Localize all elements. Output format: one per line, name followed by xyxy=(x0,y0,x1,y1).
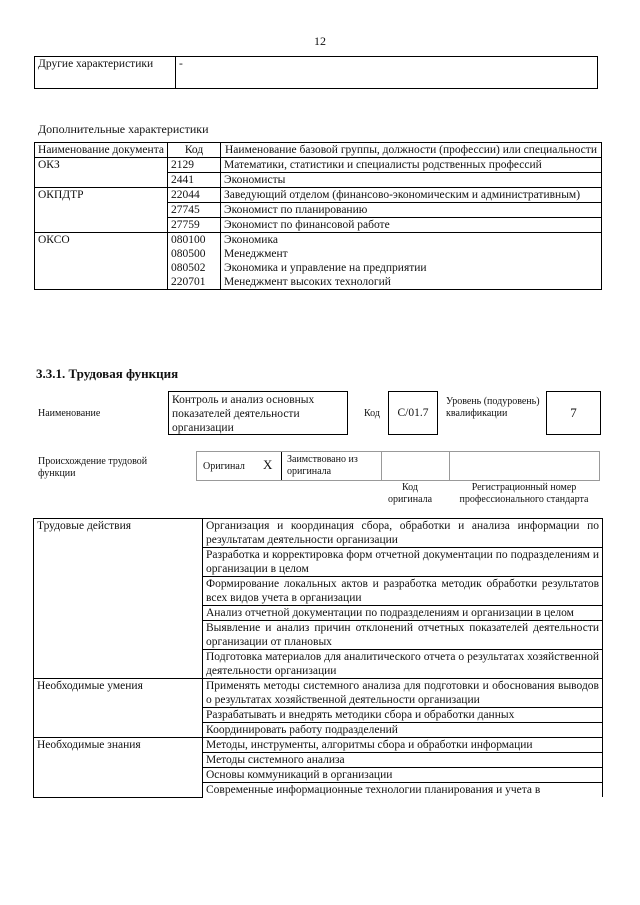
header-name: Наименование базовой группы, должности (профессии) или специальности xyxy=(221,143,602,158)
code-cell: 080100 080500 080502 220701 xyxy=(168,233,221,290)
extra-characteristics-table xyxy=(34,142,602,290)
code-cell: 27759 xyxy=(168,218,221,233)
labor-function-table xyxy=(33,518,603,798)
list-item: Выявление и анализ причин отклонений отчетных показателей деятельности организации от плановых xyxy=(203,621,603,650)
level-label: Уровень (подуровень) квалификации xyxy=(446,396,540,419)
table-header-row xyxy=(35,143,602,158)
name-cell: Экономисты xyxy=(221,173,602,188)
list-item: Методы системного анализа xyxy=(203,753,603,768)
original-label: Оригинал xyxy=(203,461,245,472)
name-cell: Экономист по финансовой работе xyxy=(221,218,602,233)
table-row xyxy=(34,679,603,708)
name-cell: Математики, статистики и специалисты родственных профессий xyxy=(221,158,602,173)
code-value: С/01.7 xyxy=(388,391,438,435)
function-name-label: Наименование xyxy=(38,408,101,419)
group-label: Трудовые действия xyxy=(34,519,203,679)
list-item: Разработка и корректировка форм отчетной документации по подразделениям и организации в целом xyxy=(203,548,603,577)
extra-characteristics-title: Дополнительные характеристики xyxy=(38,122,209,136)
other-characteristics-label: Другие характеристики xyxy=(35,57,176,89)
code-cell: 2441 xyxy=(168,173,221,188)
table-row xyxy=(35,188,602,203)
original-mark: Х xyxy=(263,457,273,472)
list-item: Основы коммуникаций в организации xyxy=(203,768,603,783)
table-row xyxy=(34,519,603,548)
registration-number-label: Регистрационный номер профессионального стандарта xyxy=(459,482,589,505)
function-name-value: Контроль и анализ основных показателей деятельности организации xyxy=(168,391,348,435)
list-item: Применять методы системного анализа для подготовки и обоснования выводов о результатах хозяйственной деятельности организации xyxy=(203,679,603,708)
divider xyxy=(449,452,450,480)
table-row xyxy=(35,233,602,290)
origin-label: Происхождение трудовой функции xyxy=(38,456,148,479)
page-number: 12 xyxy=(314,34,326,48)
divider xyxy=(281,452,282,480)
doc-cell: ОКСО xyxy=(35,233,168,290)
code-cell: 27745 xyxy=(168,203,221,218)
other-characteristics-value: - xyxy=(176,57,598,89)
list-item: Методы, инструменты, алгоритмы сбора и обработки информации xyxy=(203,738,603,753)
code-original-label: Код оригинала xyxy=(387,482,433,505)
borrowed-label: Заимствовано из оригинала xyxy=(287,454,358,477)
origin-box xyxy=(196,451,600,481)
list-item: Организация и координация сбора, обработки и анализа информации по результатам деятельности организации xyxy=(203,519,603,548)
code-cell: 22044 xyxy=(168,188,221,203)
code-label: Код xyxy=(364,408,380,419)
list-item: Координировать работу подразделений xyxy=(203,723,603,738)
name-cell: Экономика Менеджмент Экономика и управление на предприятии Менеджмент высоких технологий xyxy=(221,233,602,290)
list-item: Анализ отчетной документации по подразделениям и организации в целом xyxy=(203,606,603,621)
list-item: Разрабатывать и внедрять методики сбора и обработки данных xyxy=(203,708,603,723)
doc-cell: ОКЗ xyxy=(35,158,168,188)
header-doc: Наименование документа xyxy=(35,143,168,158)
name-cell: Заведующий отделом (финансово-экономическим и административным) xyxy=(221,188,602,203)
name-cell: Экономист по планированию xyxy=(221,203,602,218)
group-label: Необходимые умения xyxy=(34,679,203,738)
divider xyxy=(381,452,382,480)
doc-cell: ОКПДТР xyxy=(35,188,168,233)
section-title: 3.3.1. Трудовая функция xyxy=(36,366,179,381)
level-value: 7 xyxy=(546,391,601,435)
table-row xyxy=(34,738,603,753)
list-item: Формирование локальных актов и разработка методик обработки результатов всех видов учета в организации xyxy=(203,577,603,606)
code-cell: 2129 xyxy=(168,158,221,173)
list-item: Подготовка материалов для аналитического отчета о результатах хозяйственной деятельности организации xyxy=(203,650,603,679)
table-row xyxy=(35,158,602,173)
other-characteristics-table xyxy=(34,56,598,89)
group-label: Необходимые знания xyxy=(34,738,203,798)
list-item: Современные информационные технологии планирования и учета в xyxy=(203,783,603,798)
header-code: Код xyxy=(168,143,221,158)
